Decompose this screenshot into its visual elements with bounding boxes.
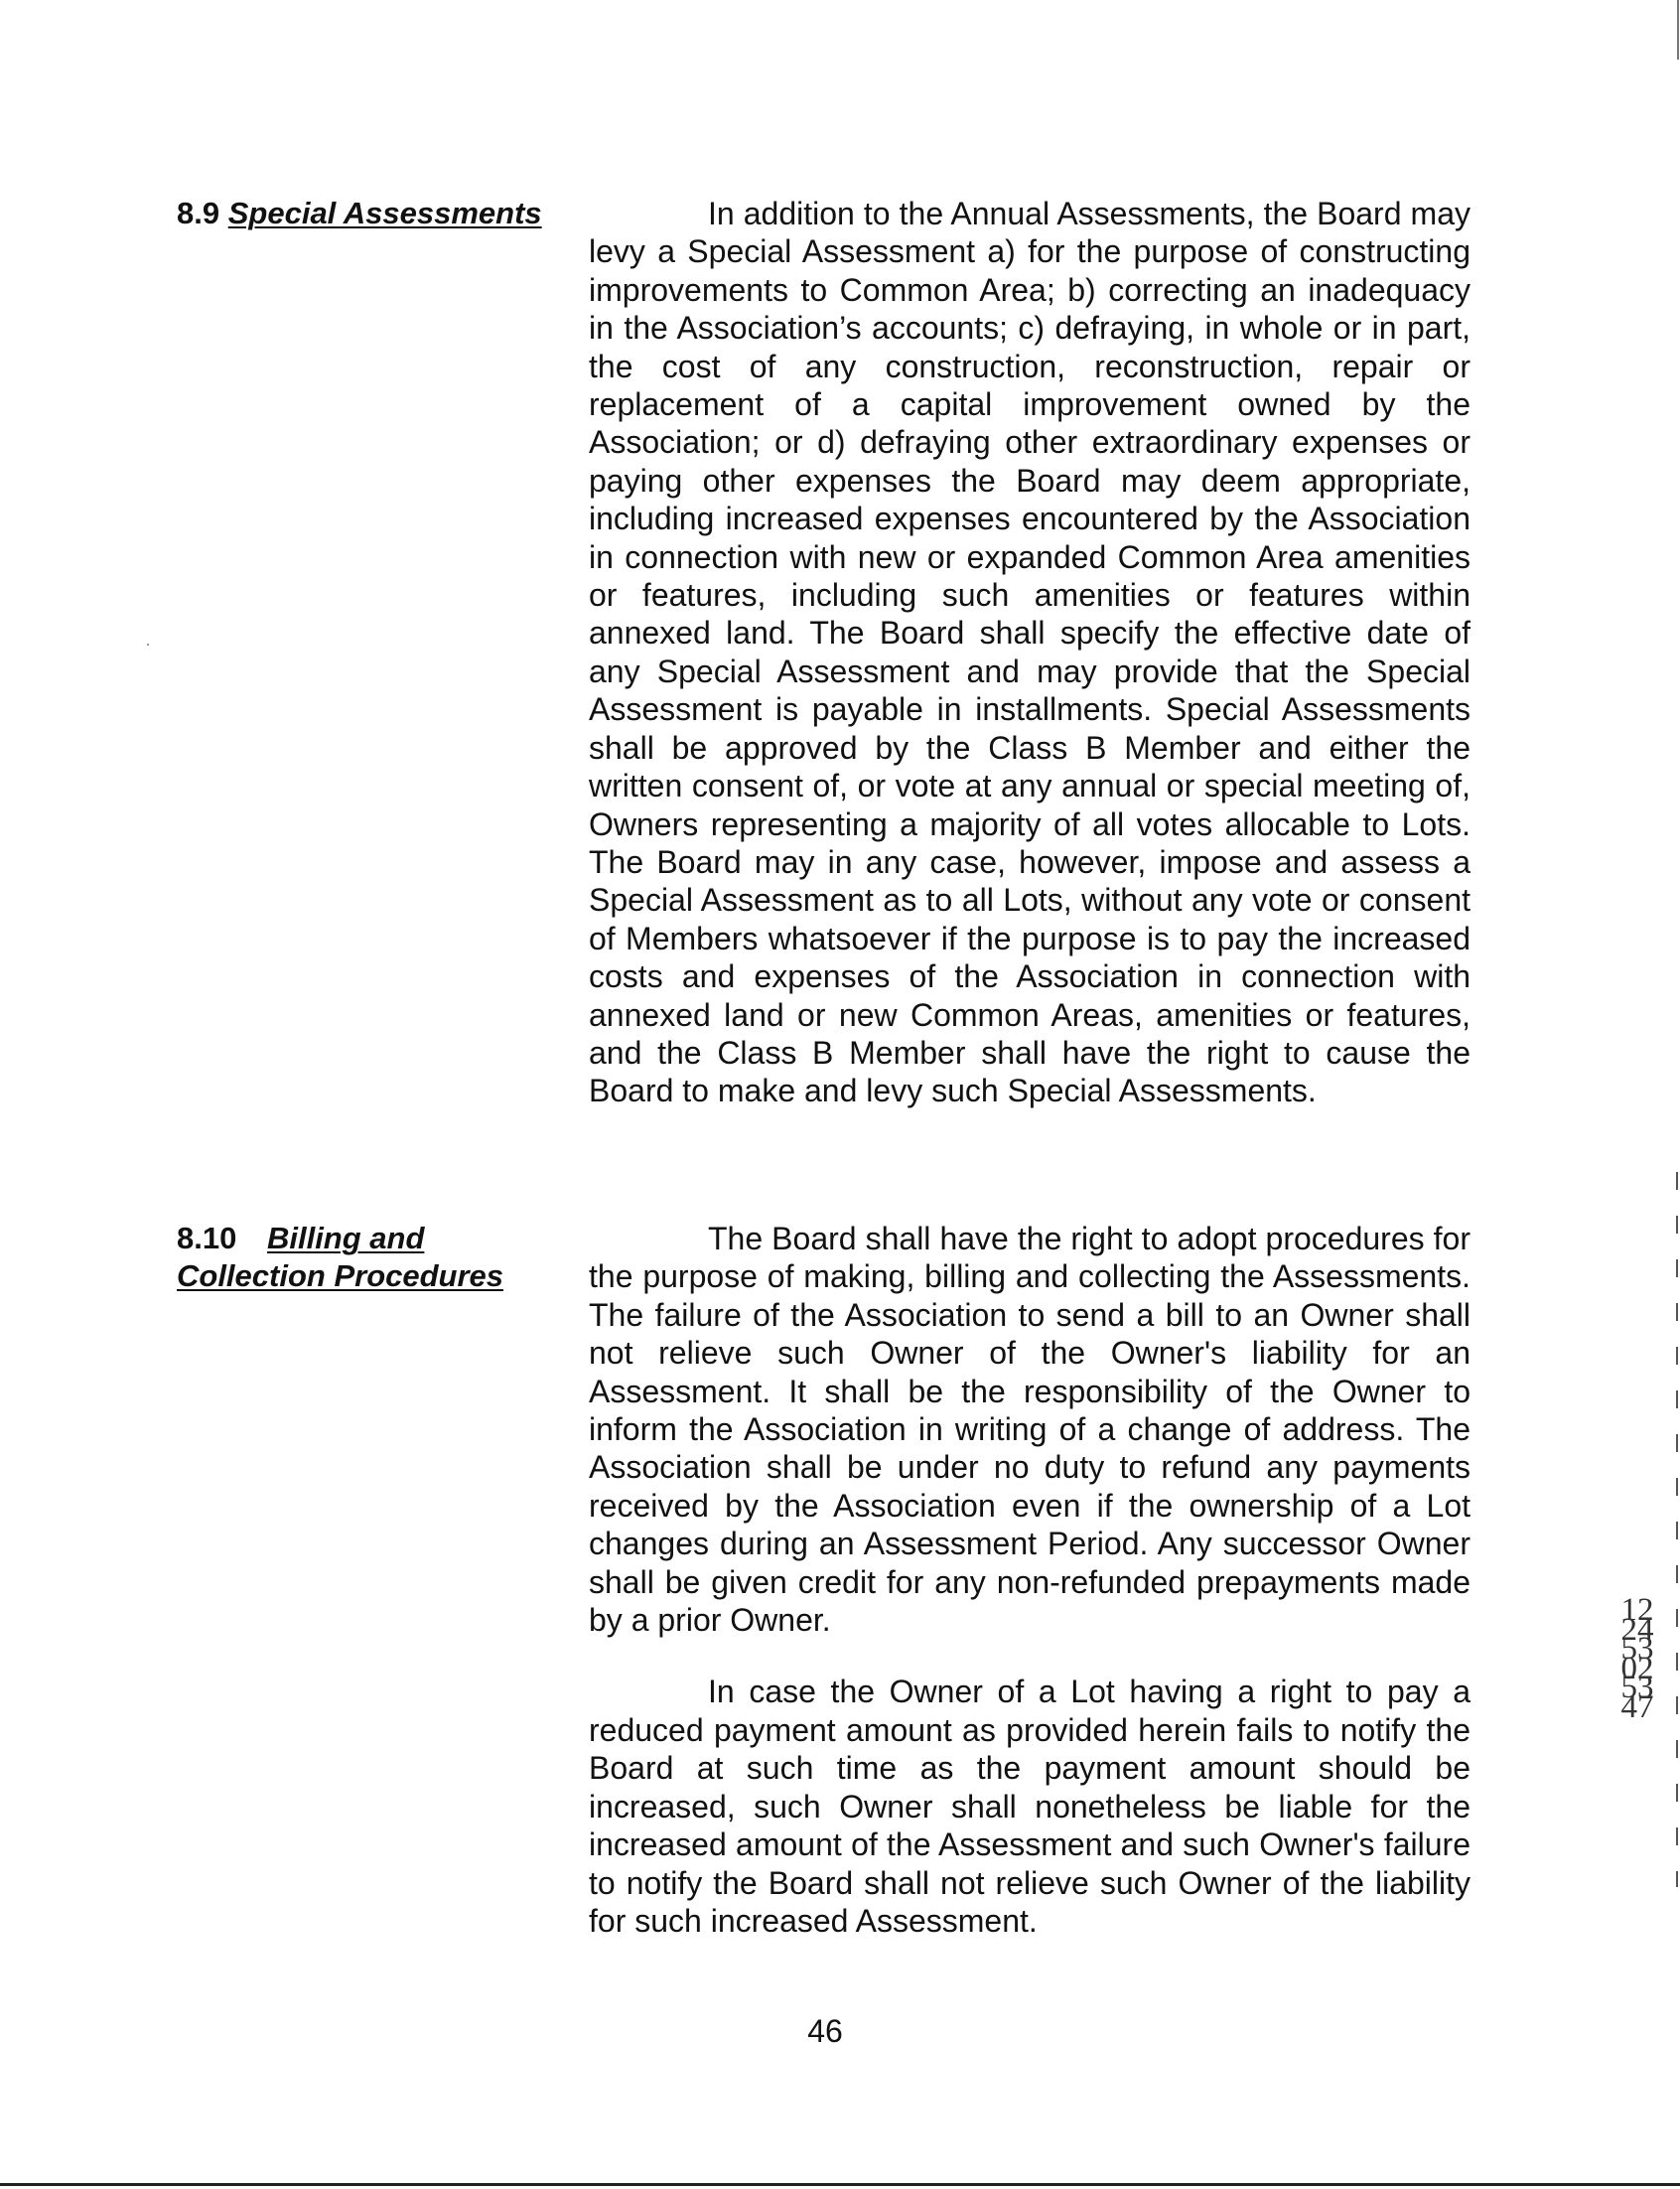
section-paragraph: The Board shall have the right to adopt procedures for the purpose of making, billing and collecting the Assessments. The failure of the Association to send a bill to an Owner shall not relieve such Owner of the Owner's liability for an Assessment. It shall be the responsibility of the Owner to inform the Association in writing of a change of address. The Association shall be under no duty to refund any payments received by the Association even if the ownership of a Lot changes during an Assessment Period. Any successor Owner shall be given credit for any non-refunded prepayments made by a prior Owner.: [589, 1221, 1470, 1639]
section-paragraph: In case the Owner of a Lot having a right to pay a reduced payment amount as provided herein fails to notify the Board at such time as the payment amount should be increased, such Owner shall nonetheless be liable for the increased amount of the Assessment and such Owner's failure to notify the Board shall not relieve such Owner of the liability for such increased Assessment.: [589, 1674, 1470, 1939]
section-paragraph: In addition to the Annual Assessments, the Board may levy a Special Assessment a) for the purpose of constructing improvements to Common Area; b) correcting an inadequacy in the Association’s accounts; c) defraying, in whole or in part, the cost of any construction, reconstruction, repair or replacement of a capital improvement owned by the Association; or d) defraying other extraordinary expenses or paying other expenses the Board may deem appropriate, including increased expenses encountered by the Association in connection with new or expanded Common Area amenities or features, including such amenities or features within annexed land. The Board shall specify the effective date of any Special Assessment and may provide that the Special Assessment is payable in installments. Special Assessments shall be approved by the Class B Member and either the written consent of, or vote at any annual or special meeting of, Owners representing a majority of all votes allocable to Lots. The Board may in any case, however, impose and assess a Special Assessment as to all Lots, without any vote or consent of Members whatsoever if the purpose is to pay the increased costs and expenses of the Association in connection with annexed land or new Common Areas, amenities or features, and the Class B Member shall have the right to cause the Board to make and levy such Special Assessments.: [589, 196, 1470, 1109]
page-number: 46: [807, 2013, 843, 2049]
section-body: [589, 1220, 1470, 1940]
scan-speck: [147, 644, 149, 646]
document-stamp: 122453 025347: [1620, 1592, 1654, 1725]
scan-edge-mark: [1676, 1172, 1678, 1887]
section-number: 8.9: [177, 196, 220, 230]
section-heading: [177, 195, 554, 232]
section-number: 8.10: [177, 1221, 237, 1255]
scan-bottom-edge: [0, 2183, 1680, 2186]
section-title: Special Assessments: [227, 196, 542, 230]
section-body: [589, 195, 1470, 1110]
scan-edge-mark: [1677, 0, 1679, 60]
section-title: Billing and Collection Procedures: [177, 1221, 504, 1294]
section-heading: [177, 1220, 554, 1296]
